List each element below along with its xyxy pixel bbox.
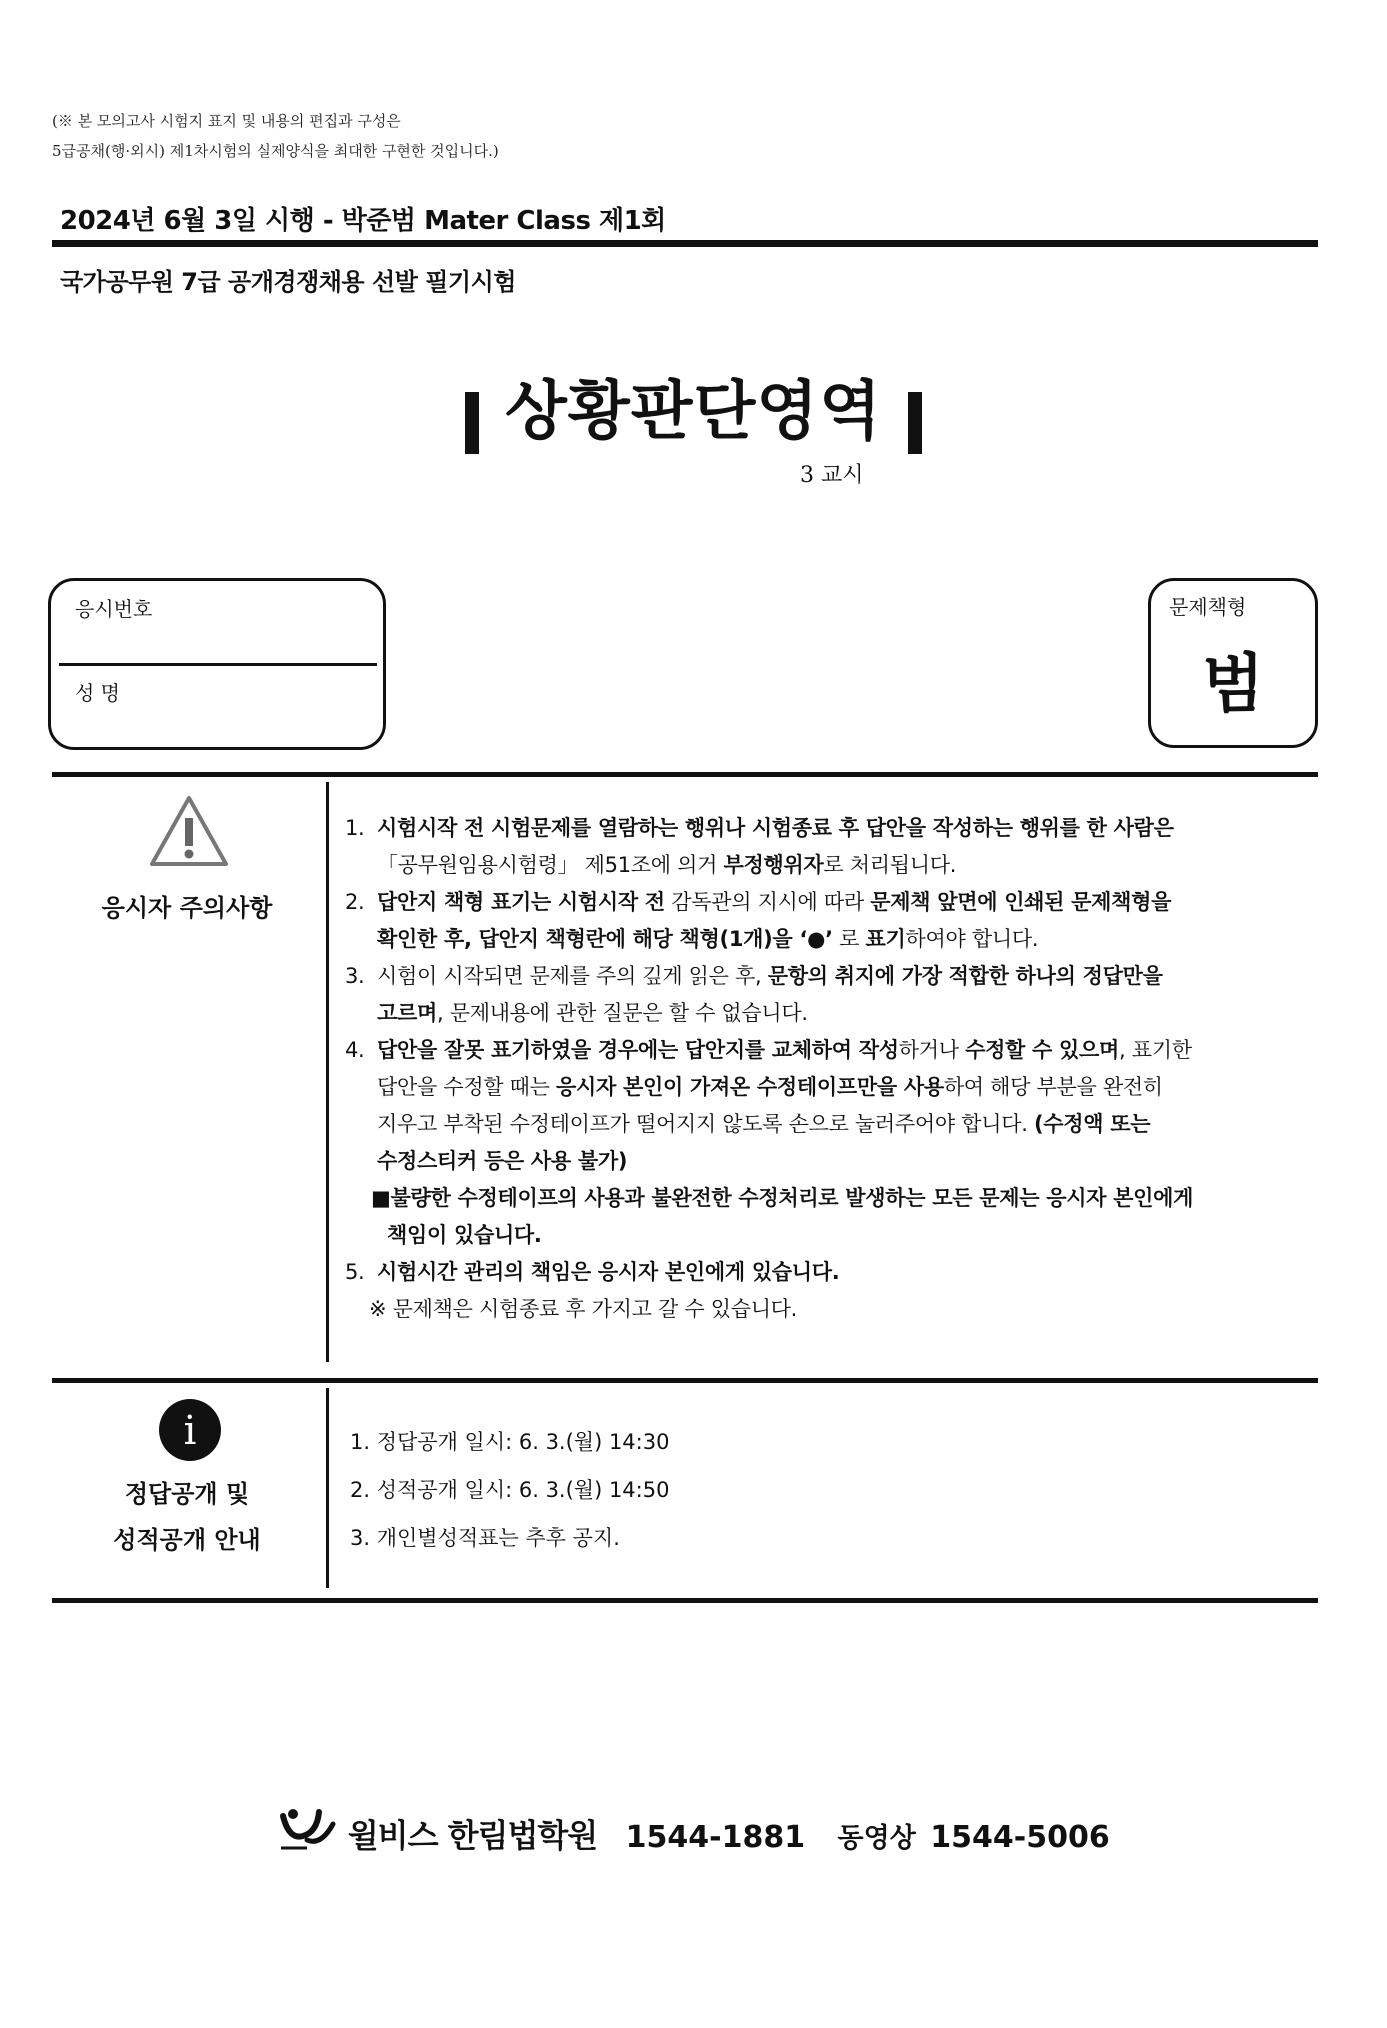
caution-item-5: [345, 1254, 1285, 1328]
caution-item-1-line-2: [345, 847, 1285, 884]
footer-video-label: 동영상: [837, 1822, 916, 1854]
caution-item-5-line-1: [345, 1254, 1285, 1291]
caution-item-2-line-2: [345, 921, 1285, 958]
text-segment: 답안을 잘못 표기하였을 경우에는 답안지를 교체하여 작성: [377, 1038, 899, 1062]
text-segment: 시험시간 관리의 책임은 응시자 본인에게 있습니다.: [377, 1260, 840, 1284]
text-segment: 시험시작 전 시험문제를 열람하는 행위나 시험종료 후 답안을 작성하는 행위를 한 사람은: [377, 816, 1174, 840]
exam-period: 3 교시: [800, 463, 864, 488]
info-icon: [158, 1398, 222, 1466]
text-segment: 고르며: [377, 1001, 437, 1025]
booklet-type-box: [1148, 578, 1318, 748]
text-segment: 부정행위자: [723, 853, 824, 877]
candidate-name-label: 성 명: [75, 681, 120, 705]
warning-icon: [148, 794, 230, 872]
info-divider: [326, 1388, 329, 1588]
exam-date-line: 2024년 6월 3일 시행 - 박준범 Mater Class 제1회: [60, 206, 666, 236]
caution-list: [345, 810, 1285, 1328]
header-note-line-1: (※ 본 모의고사 시험지 표지 및 내용의 편집과 구성은: [52, 112, 401, 130]
text-segment: 답안을 수정할 때는: [377, 1075, 557, 1099]
text-segment: 표기: [865, 927, 906, 951]
title-bar-right: [908, 392, 922, 454]
text-segment: 로: [832, 927, 866, 951]
header-rule: [52, 240, 1318, 247]
item-number: 4.: [345, 1038, 365, 1062]
text-segment: 감독관의 지시에 따라: [664, 890, 871, 914]
caution-label: 응시자 주의사항: [101, 894, 273, 922]
text-segment: 하거나: [898, 1038, 966, 1062]
svg-text:i: i: [183, 1408, 197, 1454]
text-segment: ■불량한 수정테이프의 사용과 불완전한 수정처리로 발생하는 모든 문제는 응시자 본인에게: [371, 1186, 1194, 1210]
booklet-type-label: 문제책형: [1169, 595, 1247, 619]
text-segment: 지우고 부착된 수정테이프가 떨어지지 않도록 손으로 눌러주어야 합니다.: [377, 1112, 1034, 1136]
caution-item-3-line-1: [345, 958, 1285, 995]
caution-item-4-line-3: [345, 1106, 1285, 1143]
text-segment: , 문제내용에 관한 질문은 할 수 없습니다.: [436, 1001, 808, 1025]
item-number: 3.: [345, 964, 365, 988]
candidate-number-label: 응시번호: [75, 597, 153, 621]
caution-item-2: [345, 884, 1285, 958]
caution-item-4: [345, 1032, 1285, 1254]
item-number: 2.: [345, 890, 365, 914]
text-segment: 시험이 시작되면 문제를 주의 깊게 읽은 후,: [377, 964, 768, 988]
title-block: [0, 360, 1387, 460]
text-segment: 책임이 있습니다.: [387, 1223, 542, 1247]
info-item-1: 1. 정답공개 일시: 6. 3.(월) 14:30: [350, 1430, 670, 1454]
text-segment: 하여야 합니다.: [905, 927, 1039, 951]
text-segment: 로 처리됩니다.: [823, 853, 957, 877]
caution-item-4-line-2: [345, 1069, 1285, 1106]
footer-brand-line: [0, 1810, 1387, 1866]
text-segment: 문항의 취지에 가장 적합한 하나의 정답만을: [767, 964, 1163, 988]
text-segment: 답안지 책형 표기는 시험시작 전: [377, 890, 665, 914]
page-title: 상황판단영역: [505, 375, 882, 449]
caution-item-3-line-2: [345, 995, 1285, 1032]
willbes-logo-icon: [277, 1806, 337, 1862]
text-segment: 확인한 후, 답안지 책형란에 해당 책형(1개)을 ‘●’: [377, 927, 833, 951]
header-note-line-2: 5급공채(행·외시) 제1차시험의 실제양식을 최대한 구현한 것입니다.): [52, 142, 499, 160]
text-segment: 「공무원임용시험령」 제51조에 의거: [377, 853, 724, 877]
caution-item-1-line-1: [345, 810, 1285, 847]
caution-footnote: ※ 문제책은 시험종료 후 가지고 갈 수 있습니다.: [369, 1297, 798, 1321]
booklet-type-value: 범: [1202, 648, 1264, 722]
item-number: 1.: [345, 816, 365, 840]
text-segment: (수정액 또는: [1033, 1112, 1151, 1136]
caution-item-4-line-1: [345, 1032, 1285, 1069]
info-list: [350, 1418, 669, 1562]
info-top-rule: [52, 1378, 1318, 1383]
text-segment: 응시자 본인이 가져온 수정테이프만을 사용: [556, 1075, 944, 1099]
footer-phone: 1544-1881: [625, 1819, 806, 1855]
text-segment: , 표기한: [1119, 1038, 1192, 1062]
exam-subtitle: 국가공무원 7급 공개경쟁채용 선발 필기시험: [60, 268, 516, 296]
info-bottom-rule: [52, 1598, 1318, 1603]
caution-top-rule: [52, 772, 1318, 777]
candidate-box: [48, 578, 386, 750]
info-label-line-2: 성적공개 안내: [113, 1526, 261, 1554]
info-item-3: 3. 개인별성적표는 추후 공지.: [350, 1526, 620, 1550]
caution-item-4-line-6: [345, 1217, 1285, 1254]
caution-item-4-line-5: [345, 1180, 1285, 1217]
footer-video-phone: 1544-5006: [930, 1819, 1110, 1855]
info-item-2: 2. 성적공개 일시: 6. 3.(월) 14:50: [350, 1478, 670, 1502]
item-number: 5.: [345, 1260, 365, 1284]
caution-item-4-line-4: [345, 1143, 1285, 1180]
caution-divider: [326, 782, 329, 1362]
caution-item-3: [345, 958, 1285, 1032]
text-segment: 하여 해당 부분을 완전히: [943, 1075, 1163, 1099]
caution-item-2-line-1: [345, 884, 1285, 921]
candidate-box-divider: [59, 663, 377, 666]
text-segment: 문제책 앞면에 인쇄된 문제책형을: [870, 890, 1172, 914]
caution-item-1: [345, 810, 1285, 884]
text-segment: 수정스티커 등은 사용 불가): [377, 1149, 628, 1173]
text-segment: 수정할 수 있으며: [965, 1038, 1120, 1062]
title-bar-left: [465, 392, 479, 454]
info-label-line-1: 정답공개 및: [124, 1480, 250, 1508]
footer-brand: 윌비스 한림법학원: [347, 1816, 598, 1855]
